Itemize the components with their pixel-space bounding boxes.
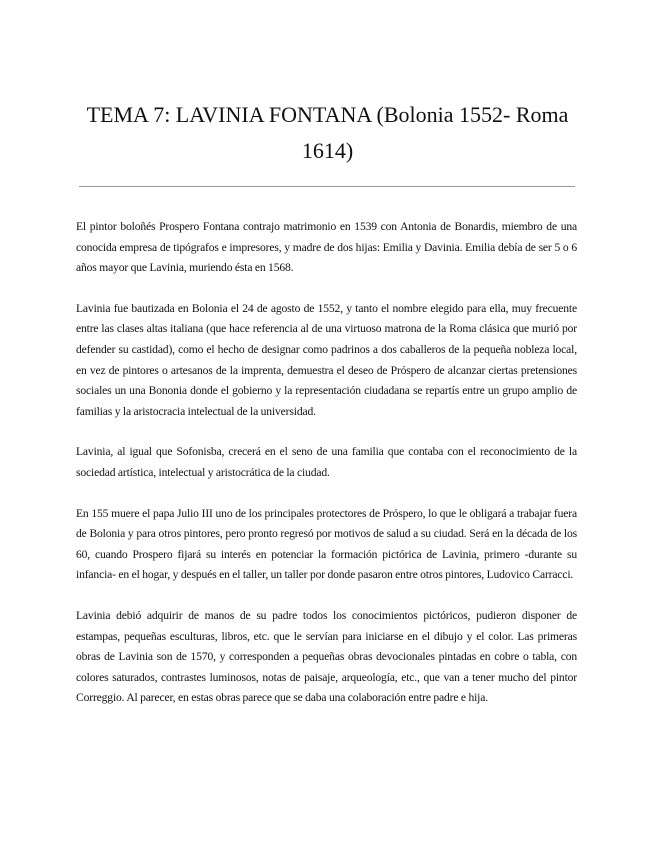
paragraph-4: En 155 muere el papa Julio III uno de los principales protectores de Próspero, lo que le obligará a trabajar fuera de Bolonia y para otros pintores, pero pronto regresó por motivos de salud a su ciudad. Será en la década de los 60, cuando Prospero fijará su interés en potenciar la formación pictórica de Lavinia, primero -durante su infancia- en el hogar, y después en el taller, un taller por donde pasaron entre otros pintores, Ludovico Carracci. xyxy=(76,506,577,582)
paragraph-5: Lavinia debió adquirir de manos de su padre todos los conocimientos pictóricos, pudieron disponer de estampas, pequeñas esculturas, libros, etc. que le servían para iniciarse en el dibujo y el color. Las primeras obras de Lavinia son de 1570, y corresponden a pequeñas obras devocionales pintadas en cobre o tabla, con colores saturados, contrastes luminosos, notas de paisaje, arqueología, etc., que van a tener mucho del pintor Correggio. Al parecer, en estas obras parece que se daba una colaboración entre padre e hija. xyxy=(76,608,577,705)
document-body xyxy=(76,217,577,729)
paragraph-2: Lavinia fue bautizada en Bolonia el 24 de agosto de 1552, y tanto el nombre elegido para ella, muy frecuente entre las clases altas italiana (que hace referencia al de una virtuoso matrona de la Roma clásica que murió por defender su castidad), como el hecho de designar como padrinos a dos caballeros de la pequeña nobleza local, en vez de pintores o artesanos de la imprenta, demuestra el deseo de Próspero de alcanzar ciertas pretensiones sociales un una Bononia donde el gobierno y la representación ciudadana se repartís entre un grupo amplio de familias y la aristocracia intelectual de la universidad. xyxy=(76,301,577,418)
page-title: TEMA 7: LAVINIA FONTANA (Bolonia 1552- Roma 1614) xyxy=(86,102,569,163)
paragraph-1: El pintor boloñés Prospero Fontana contrajo matrimonio en 1539 con Antonia de Bonardis, miembro de una conocida empresa de tipógrafos e impresores, y madre de dos hijas: Emilia y Davinia. Emilia debía de ser 5 o 6 años mayor que Lavinia, muriendo ésta en 1568. xyxy=(76,220,577,275)
title-divider xyxy=(79,186,575,187)
paragraph-3: Lavinia, al igual que Sofonisba, crecerá en el seno de una familia que contaba con el reconocimiento de la sociedad artística, intelectual y aristocrática de la ciudad. xyxy=(76,445,577,479)
